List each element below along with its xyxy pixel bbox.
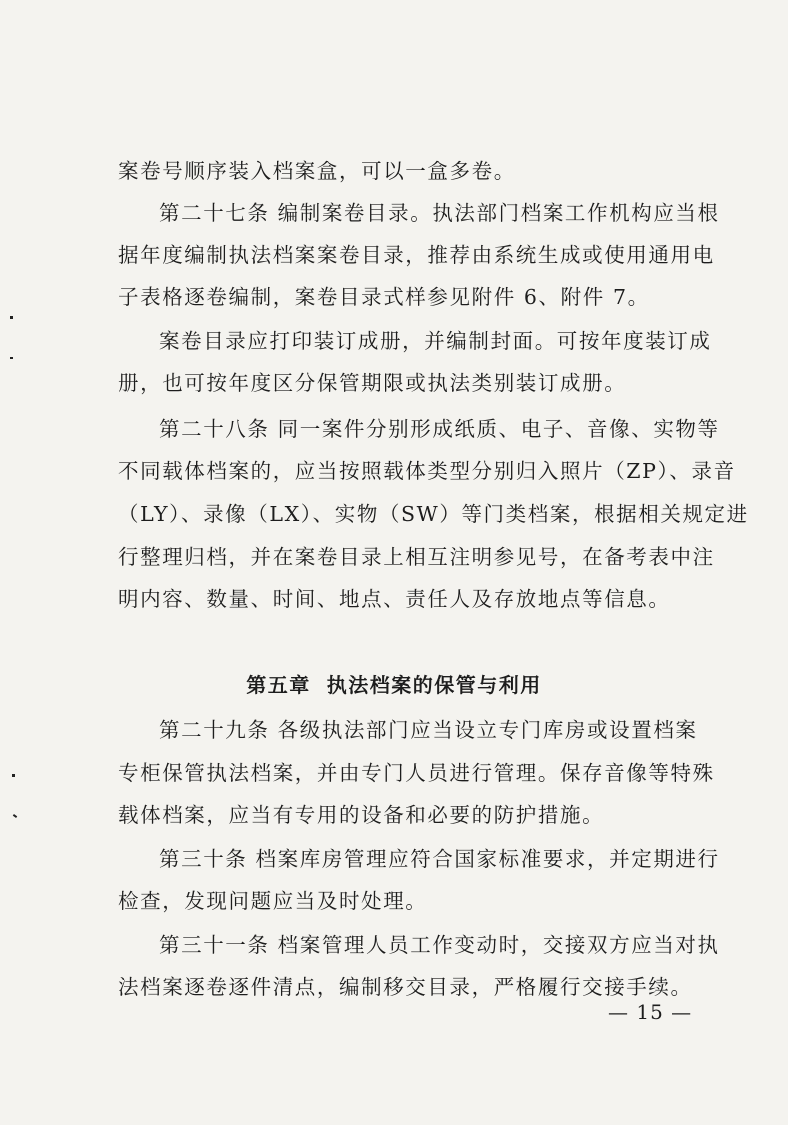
paragraph-line: 第二十七条 编制案卷目录。执法部门档案工作机构应当根 <box>159 201 720 225</box>
paragraph-line: 法档案逐卷逐件清点，编制移交目录，严格履行交接手续。 <box>118 975 693 999</box>
scan-dot <box>10 357 13 359</box>
paragraph-line: 子表格逐卷编制，案卷目录式样参见附件 6、附件 7。 <box>118 285 650 309</box>
paragraph-line: 第三十条 档案库房管理应符合国家标准要求，并定期进行 <box>159 847 720 871</box>
paragraph-line: 第二十九条 各级执法部门应当设立专门库房或设置档案 <box>159 718 698 742</box>
paragraph-line: 据年度编制执法档案案卷目录，推荐由系统生成或使用通用电 <box>118 243 715 267</box>
paragraph-line: 案卷目录应打印装订成册，并编制封面。可按年度装订成 <box>159 329 712 353</box>
chapter-title: 执法档案的保管与利用 <box>326 673 542 697</box>
chapter-number: 第五章 <box>246 673 311 697</box>
page-number: — 15 — <box>608 1000 693 1024</box>
chapter-heading <box>0 667 788 703</box>
scan-dot <box>13 814 17 818</box>
scan-dot <box>10 316 13 319</box>
paragraph-line: 册，也可按年度区分保管期限或执法类别装订成册。 <box>118 371 627 395</box>
paragraph-line: 案卷号顺序装入档案盒，可以一盒多卷。 <box>118 159 516 183</box>
paragraph-line: 载体档案，应当有专用的设备和必要的防护措施。 <box>118 803 605 827</box>
paragraph-line: 明内容、数量、时间、地点、责任人及存放地点等信息。 <box>118 587 671 611</box>
paragraph-line: 不同载体档案的，应当按照载体类型分别归入照片（ZP）、录音 <box>118 459 736 483</box>
paragraph-line: 第二十八条 同一案件分别形成纸质、电子、音像、实物等 <box>159 417 720 441</box>
paragraph-line: 专柜保管执法档案，并由专门人员进行管理。保存音像等特殊 <box>118 761 715 785</box>
paragraph-line: 行整理归档，并在案卷目录上相互注明参见号，在备考表中注 <box>118 545 715 569</box>
scan-dot <box>12 774 15 777</box>
paragraph-line: （LY）、录像（LX）、实物（SW）等门类档案，根据相关规定进 <box>118 502 749 526</box>
paragraph-line: 第三十一条 档案管理人员工作变动时，交接双方应当对执 <box>159 933 720 957</box>
paragraph-line: 检查，发现问题应当及时处理。 <box>118 889 428 913</box>
